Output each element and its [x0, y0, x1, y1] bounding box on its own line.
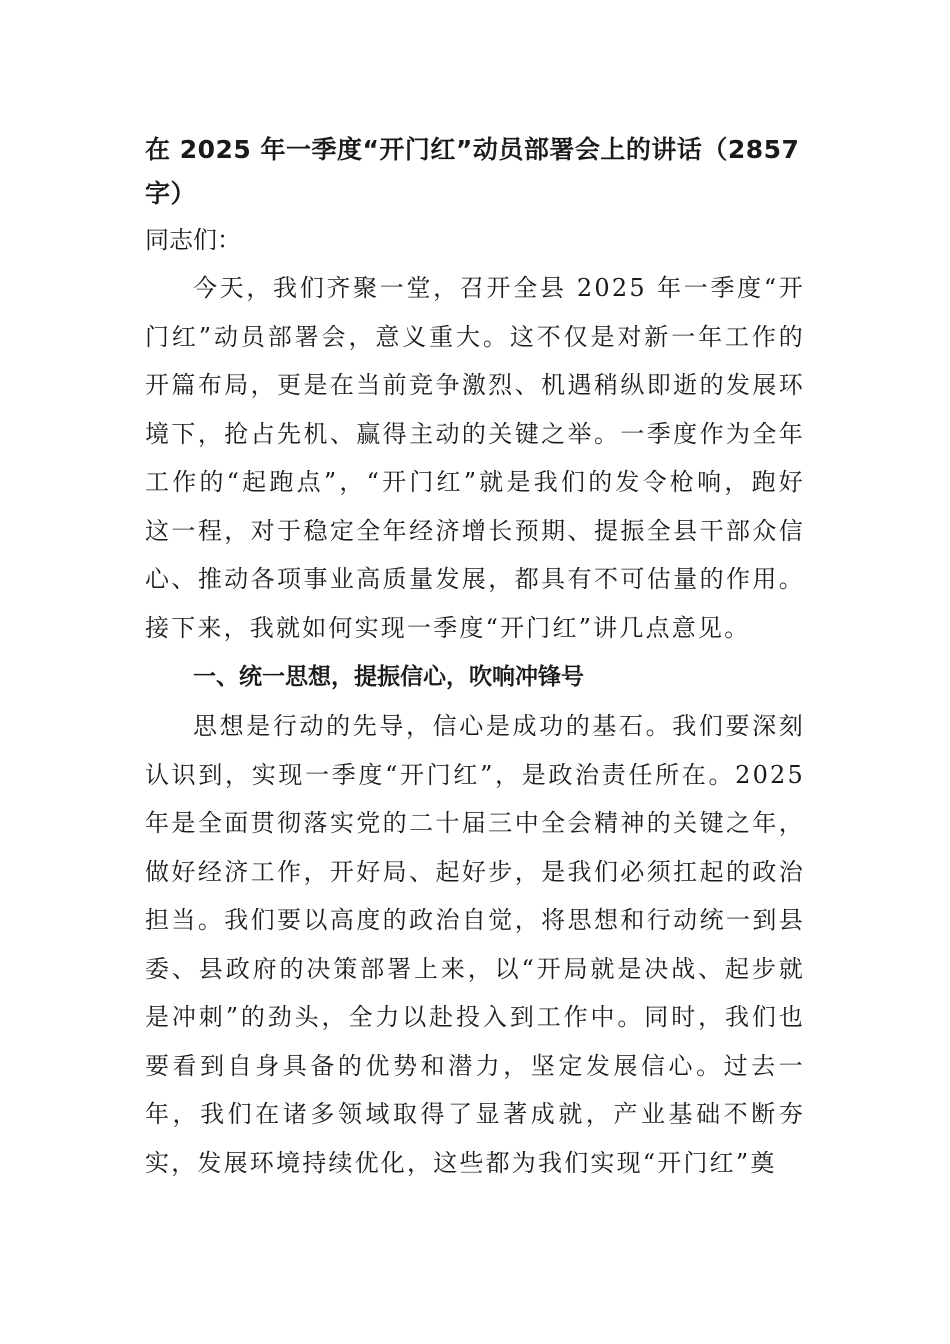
salutation: 同志们： [145, 226, 241, 254]
document-title: 在 2025 年一季度“开门红”动员部署会上的讲话（2857字） [145, 135, 800, 208]
section-heading-1: 一、统一思想，提振信心，吹响冲锋号 [193, 664, 584, 690]
section-1-paragraph: 思想是行动的先导，信心是成功的基石。我们要深刻认识到，实现一季度“开门红”，是政治责任所在。2025 年是全面贯彻落实党的二十届三中全会精神的关键之年，做好经济工作，开好局、起好步，是我们必须扛起的政治担当。我们要以高度的政治自觉，将思想和行动统一到县委、县政府的决策部署上来，以“开局就是决战、起步就是冲刺”的劲头，全力以赴投入到工作中。同时，我们也要看到自身具备的优势和潜力，坚定发展信心。过去一年，我们在诸多领域取得了显著成就，产业基础不断夯实，发展环境持续优化，这些都为我们实现“开门红”奠 [145, 712, 805, 1177]
document-page [145, 128, 805, 1187]
intro-paragraph: 今天，我们齐聚一堂，召开全县 2025 年一季度“开门红”动员部署会，意义重大。这不仅是对新一年工作的开篇布局，更是在当前竞争激烈、机遇稍纵即逝的发展环境下，抢占先机、赢得主动的关键之举。一季度作为全年工作的“起跑点”，“开门红”就是我们的发令枪响，跑好这一程，对于稳定全年经济增长预期、提振全县干部众信心、推动各项事业高质量发展，都具有不可估量的作用。接下来，我就如何实现一季度“开门红”讲几点意见。 [145, 274, 805, 642]
